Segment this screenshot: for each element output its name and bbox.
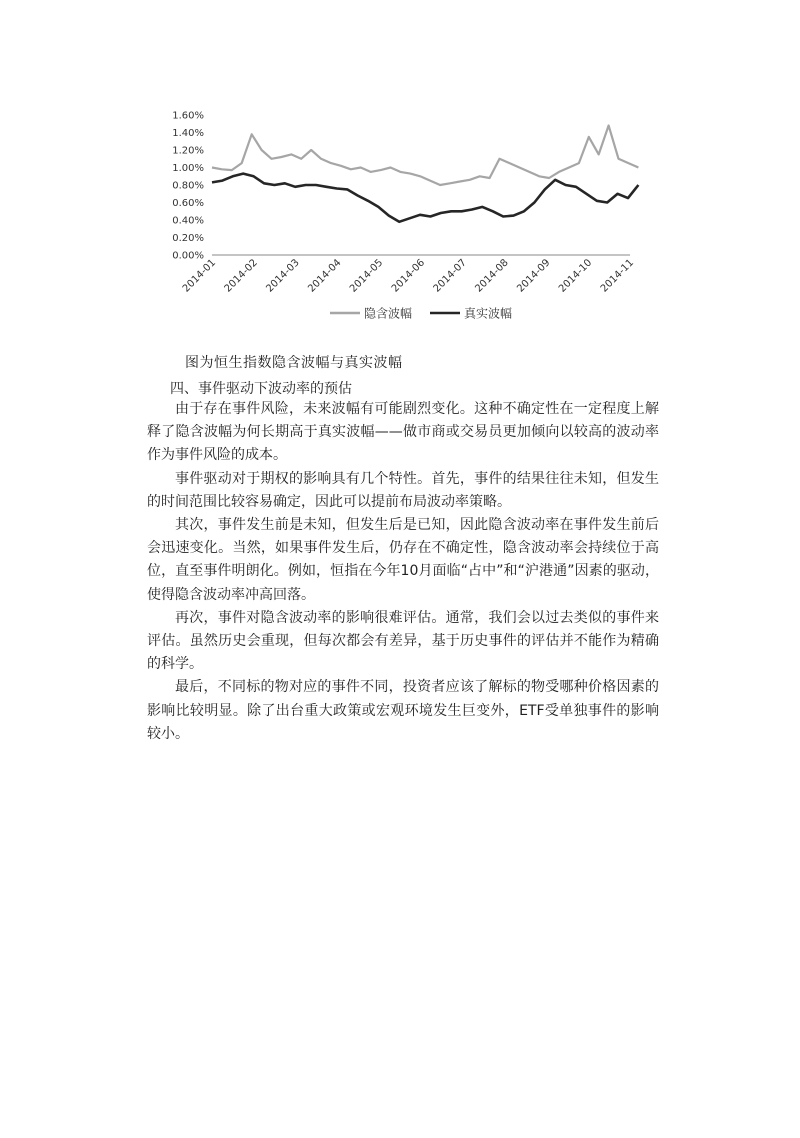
y-axis: [172, 111, 204, 262]
x-tick-label: 2014-09: [515, 257, 553, 295]
x-tick-label: 2014-08: [473, 257, 511, 295]
x-tick-label: 2014-01: [180, 257, 219, 295]
paragraph: 事件驱动对于期权的影响具有几个特性。首先，事件的结果往往未知，但发生的时间范围比较容易确定，因此可以提前布局波动率策略。: [147, 470, 659, 510]
legend-label: 真实波幅: [464, 306, 513, 321]
section-title: 四、事件驱动下波动率的预估: [170, 381, 352, 397]
figure-caption: 图为恒生指数隐含波幅与真实波幅: [185, 355, 403, 371]
x-tick-label: 2014-10: [556, 257, 595, 295]
paragraph: 再次，事件对隐含波动率的影响很难评估。通常，我们会以过去类似的事件来评估。虽然历史会重现，但每次都会有差异，基于历史事件的评估并不能作为精确的科学。: [147, 609, 659, 673]
x-tick-label: 2014-07: [431, 257, 469, 295]
legend-label: 隐含波幅: [364, 306, 413, 321]
paragraph: 其次，事件发生前是未知，但发生后是已知，因此隐含波动率在事件发生前后会迅速变化。当然，如果事件发生后，仍存在不确定性，隐含波动率会持续位于高位，直至事件明朗化。例如，恒指在今年10月面临“占中”和“沪港通”因素的驱动，使得隐含波动率冲高回落。: [147, 517, 659, 603]
y-tick-label: 0.60%: [172, 198, 204, 209]
body-text: [147, 398, 659, 746]
legend: [330, 306, 512, 321]
x-tick-label: 2014-02: [222, 257, 260, 295]
x-tick-label: 2014-04: [306, 257, 344, 295]
series-line: [212, 174, 638, 222]
paragraph: 由于存在事件风险，未来波幅有可能剧烈变化。这种不确定性在一定程度上解释了隐含波幅为何长期高于真实波幅——做市商或交易员更加倾向以较高的波动率作为事件风险的成本。: [147, 401, 659, 464]
y-tick-label: 1.40%: [172, 128, 204, 139]
x-tick-label: 2014-03: [264, 257, 302, 295]
y-tick-label: 1.00%: [172, 163, 204, 174]
y-tick-label: 0.40%: [172, 215, 204, 227]
y-tick-label: 1.60%: [172, 110, 204, 122]
x-axis: [181, 255, 636, 295]
series-lines: [212, 126, 638, 222]
paragraph: 最后，不同标的物对应的事件不同，投资者应该了解标的物受哪种价格因素的影响比较明显。除了出台重大政策或宏观环境发生巨变外，ETF受单独事件的影响较小。: [147, 679, 659, 742]
y-tick-label: 0.00%: [172, 250, 204, 262]
y-tick-label: 0.80%: [172, 180, 204, 192]
y-tick-label: 0.20%: [172, 233, 204, 244]
x-tick-label: 2014-06: [389, 257, 428, 295]
x-tick-label: 2014-05: [347, 257, 386, 295]
x-tick-label: 2014-11: [598, 257, 637, 295]
volatility-chart: [150, 100, 650, 330]
series-line: [212, 126, 638, 186]
y-tick-label: 1.20%: [172, 145, 204, 157]
